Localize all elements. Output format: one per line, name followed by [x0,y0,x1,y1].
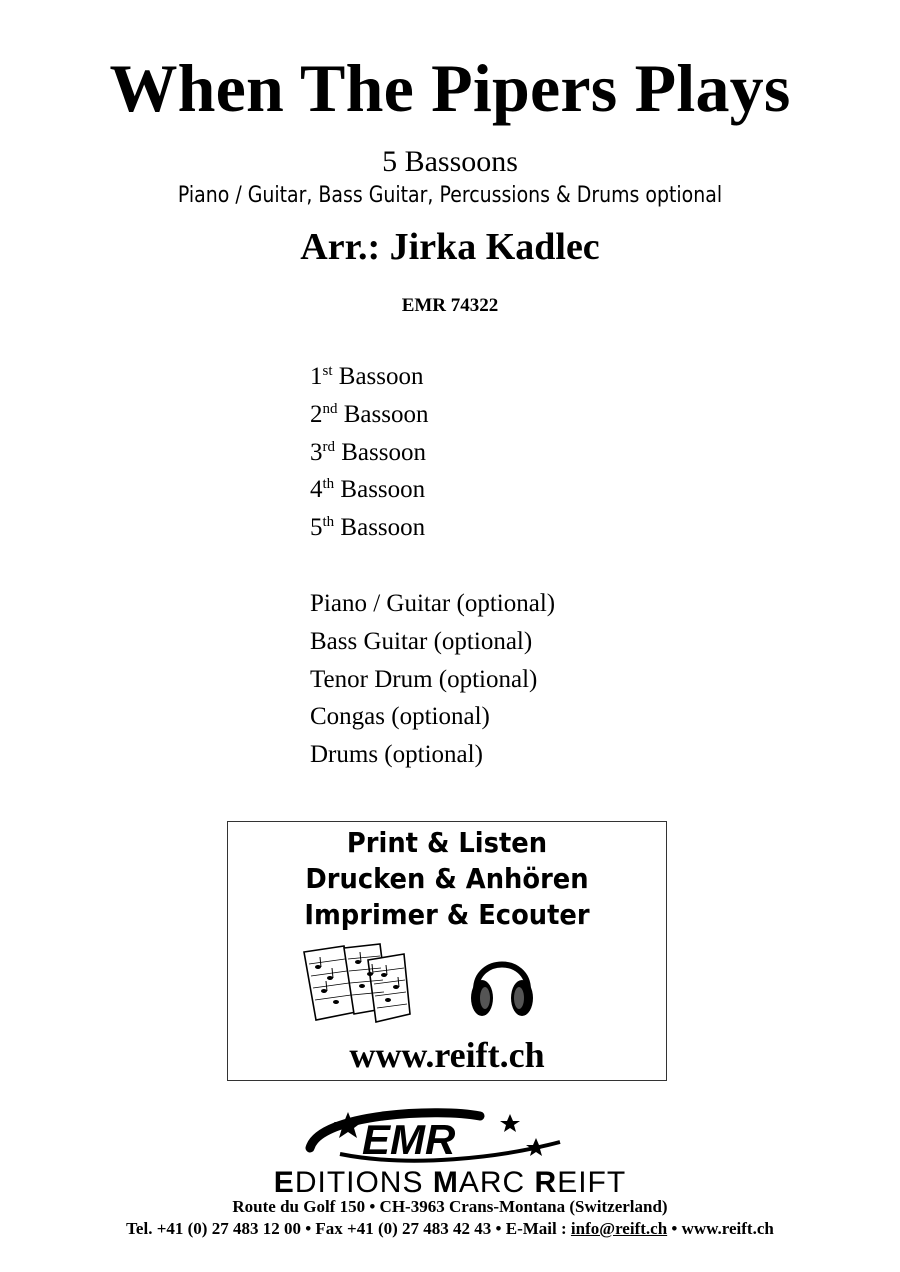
subtitle: 5 Bassoons [382,145,518,178]
part-item: 1st Bassoon [310,363,424,390]
promo-line-en: Print & Listen [346,826,548,859]
optional-part-item: Bass Guitar (optional) [310,628,533,655]
print-listen-box [227,821,667,1081]
emr-logo [300,1108,600,1168]
publisher-name: EDITIONS MARC REIFT [273,1166,627,1199]
email-link[interactable]: info@reift.ch [570,1219,668,1238]
publisher-contact: Tel. +41 (0) 27 483 12 00 • Fax +41 (0) 27 483 42 43 • E-Mail : info@reift.ch • www.reift.ch [126,1219,774,1238]
parts-list [310,362,730,552]
promo-url[interactable]: www.reift.ch [349,1035,545,1075]
instrumentation-line: Piano / Guitar, Bass Guitar, Percussions & Drums optional [177,183,723,208]
optional-parts-list [310,589,730,779]
svg-text:EMR: EMR [362,1116,456,1163]
part-item: 4th Bassoon [310,476,426,503]
promo-line-de: Drucken & Anhören [305,862,589,895]
optional-part-item: Tenor Drum (optional) [310,666,538,693]
sheet-music-icon [300,942,412,1024]
optional-part-item: Piano / Guitar (optional) [310,590,556,617]
optional-part-item: Congas (optional) [310,703,490,730]
optional-part-item: Drums (optional) [310,741,483,768]
headphones-icon [468,944,536,1024]
arranger: Arr.: Jirka Kadlec [300,226,600,268]
promo-line-fr: Imprimer & Ecouter [304,898,590,931]
page-title: When The Pipers Plays [109,50,791,126]
part-item: 3rd Bassoon [310,439,426,466]
catalog-number: EMR 74322 [401,295,499,316]
publisher-address: Route du Golf 150 • CH-3963 Crans-Montana (Switzerland) [232,1197,668,1216]
part-item: 5th Bassoon [310,514,426,541]
part-item: 2nd Bassoon [310,401,429,428]
